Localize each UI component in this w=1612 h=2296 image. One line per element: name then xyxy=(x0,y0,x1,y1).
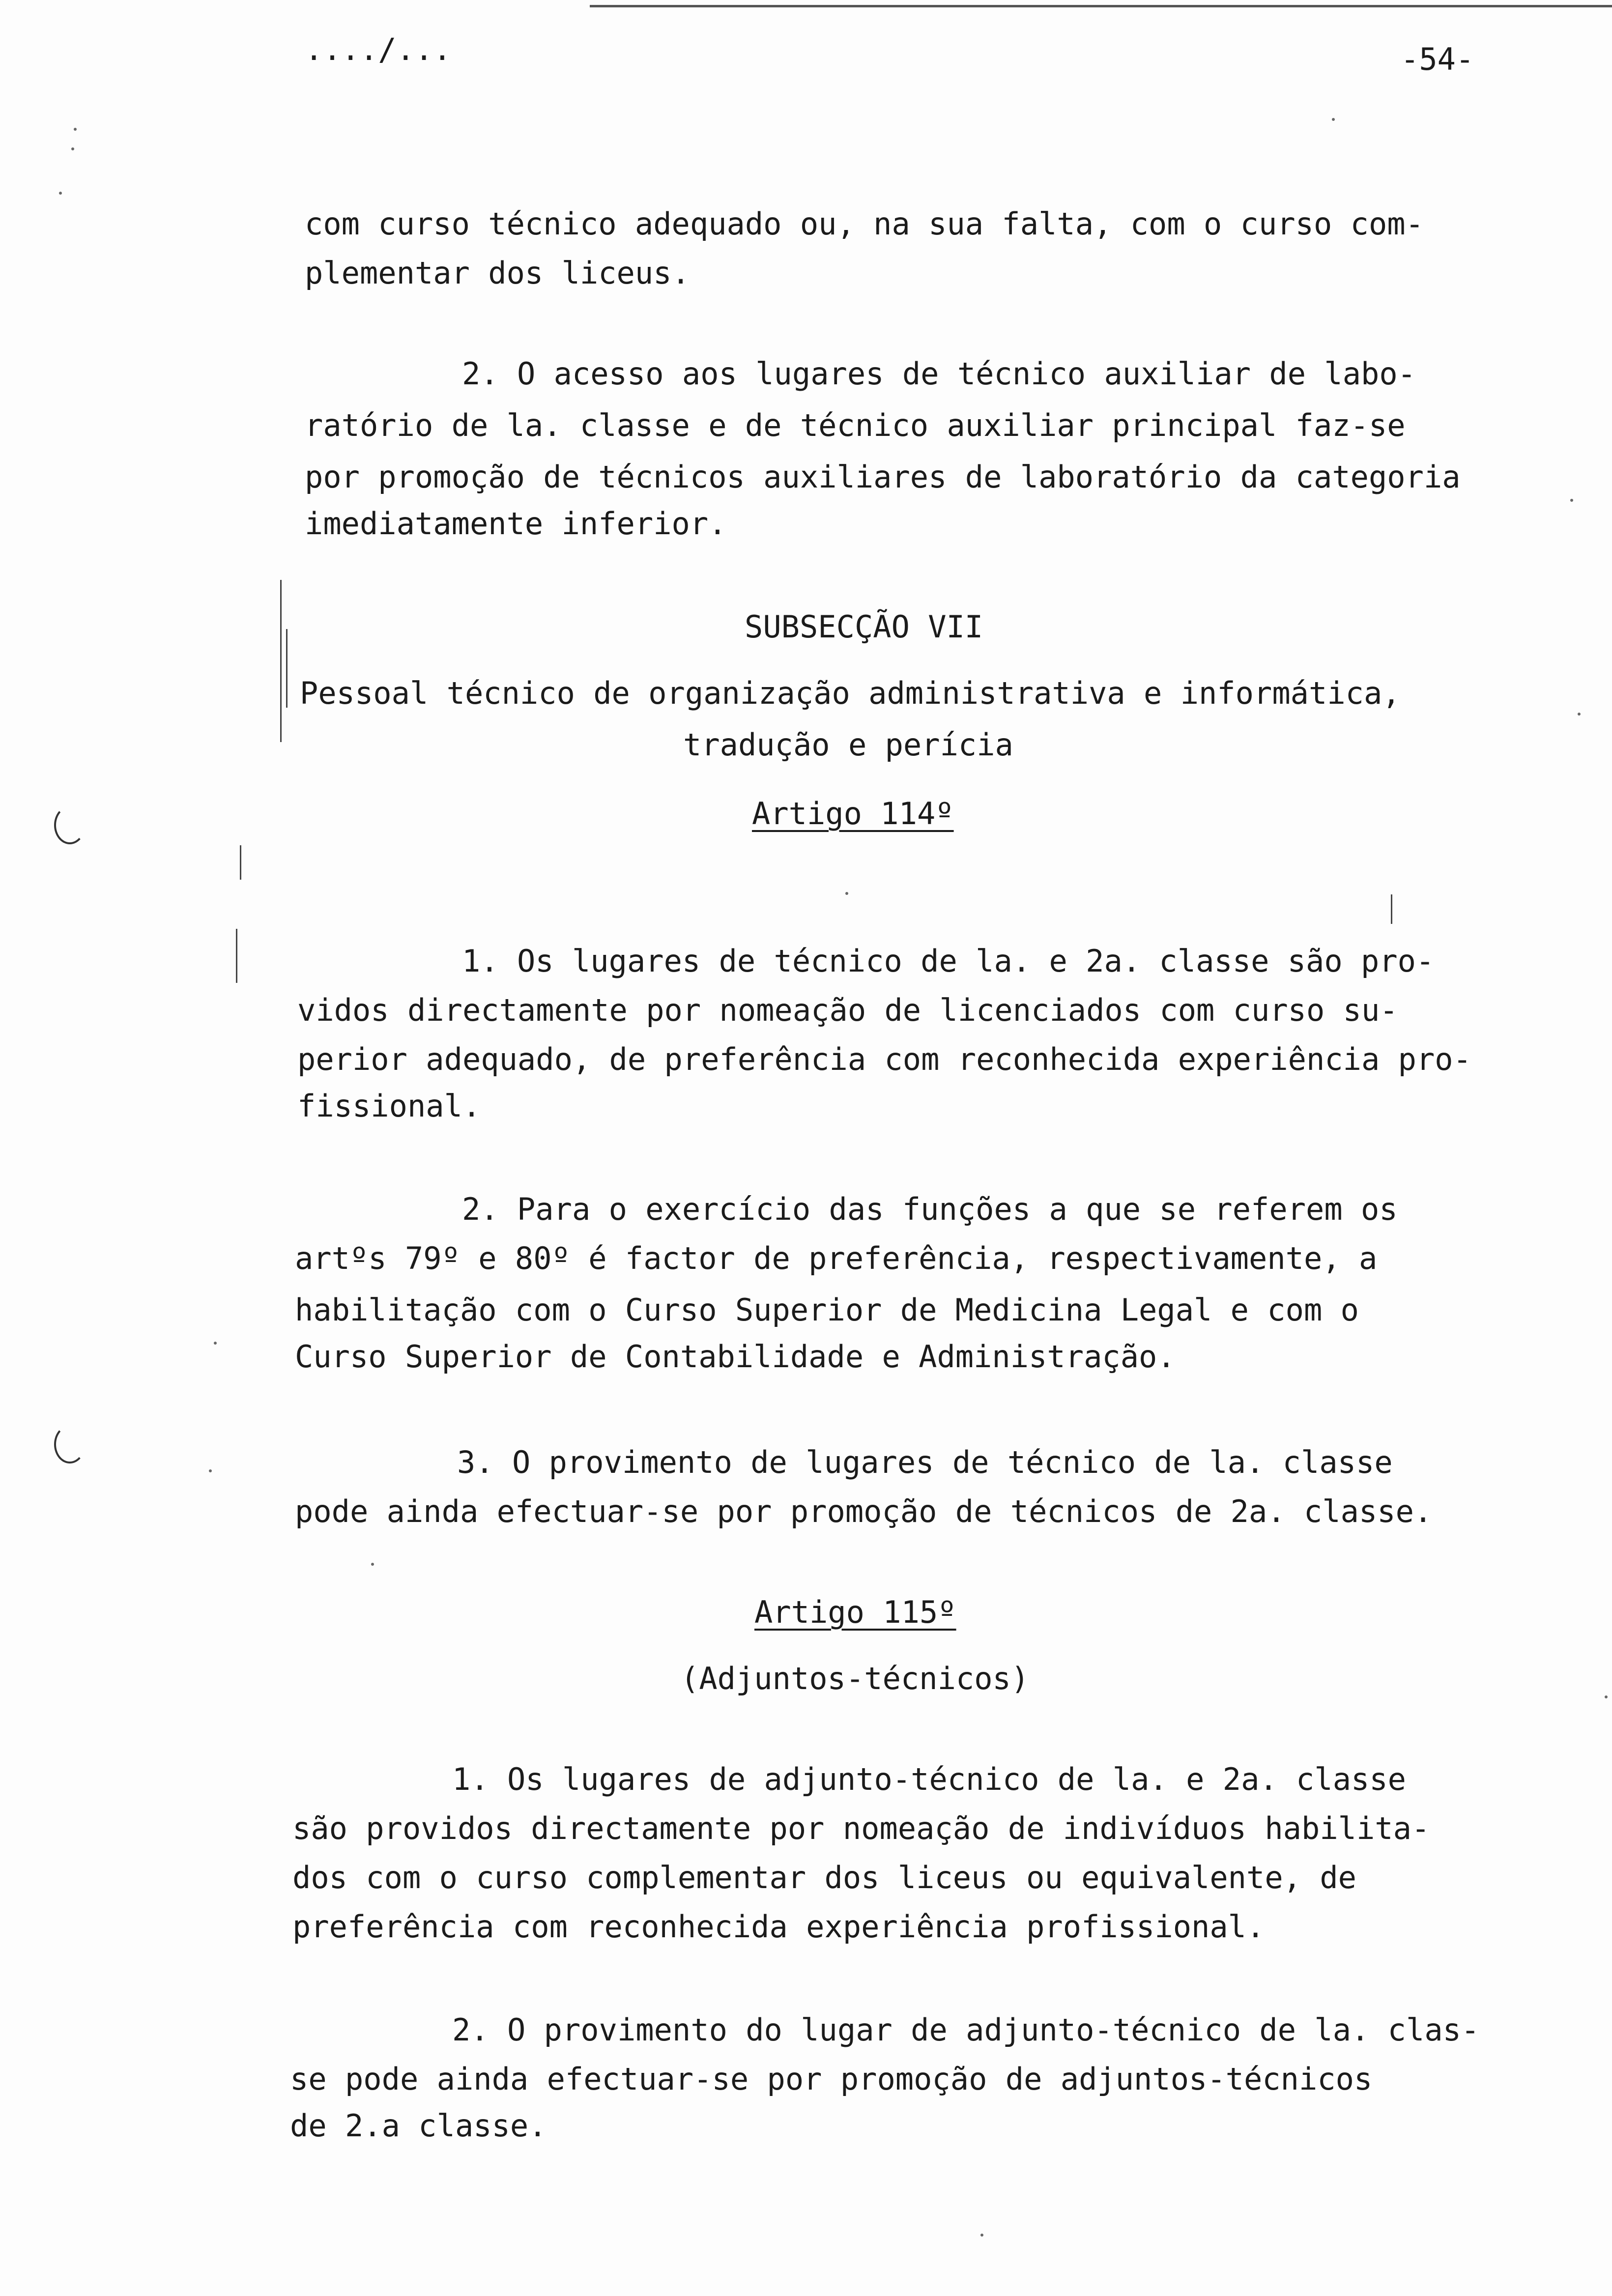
text-line: artºs 79º e 80º é factor de preferência, respectivamente, a xyxy=(295,1240,1378,1276)
text-line: 3. O provimento de lugares de técnico de la. classe xyxy=(457,1444,1393,1480)
text-line: imediatamente inferior. xyxy=(305,506,727,542)
text-line: ratório de la. classe e de técnico auxiliar principal faz-se xyxy=(305,407,1406,443)
text-line: 2. Para o exercício das funções a que se referem os xyxy=(462,1191,1398,1227)
article-heading: Artigo 114º xyxy=(752,796,954,832)
text-line: se pode ainda efectuar-se por promoção de adjuntos-técnicos xyxy=(290,2061,1373,2097)
text-line: 1. Os lugares de adjunto-técnico de la. e 2a. classe xyxy=(452,1761,1407,1797)
text-line: habilitação com o Curso Superior de Medicina Legal e com o xyxy=(295,1292,1359,1328)
binding-hole-mark xyxy=(54,1425,86,1464)
text-line: plementar dos liceus. xyxy=(305,255,690,291)
margin-bar xyxy=(1391,894,1392,924)
binding-hole-mark xyxy=(54,806,86,844)
text-line: de 2.a classe. xyxy=(290,2108,547,2144)
scan-speck xyxy=(980,2234,983,2237)
text-line: Curso Superior de Contabilidade e Administração. xyxy=(295,1339,1176,1375)
scan-speck xyxy=(1570,499,1573,502)
subsection-title: tradução e perícia xyxy=(683,727,1013,763)
article-heading: Artigo 115º xyxy=(754,1594,956,1630)
subsection-title: Pessoal técnico de organização administrativa e informática, xyxy=(300,675,1401,711)
text-line: fissional. xyxy=(297,1088,481,1124)
margin-bar xyxy=(286,629,288,708)
text-line: 1. Os lugares de técnico de la. e 2a. classe são pro- xyxy=(462,943,1435,979)
text-line: 2. O acesso aos lugares de técnico auxiliar de labo- xyxy=(462,356,1416,392)
page-number: -54- xyxy=(1401,41,1474,77)
scan-speck xyxy=(371,1563,374,1566)
text-line: preferência com reconhecida experiência profissional. xyxy=(292,1909,1265,1945)
scan-speck xyxy=(1578,713,1581,716)
text-line: pode ainda efectuar-se por promoção de técnicos de 2a. classe. xyxy=(295,1493,1433,1529)
text-line: dos com o curso complementar dos liceus ou equivalente, de xyxy=(292,1860,1356,1895)
scan-speck xyxy=(845,892,848,895)
text-line: por promoção de técnicos auxiliares de laboratório da categoria xyxy=(305,459,1461,495)
text-line: vidos directamente por nomeação de licenciados com curso su- xyxy=(297,992,1398,1028)
text-line: perior adequado, de preferência com reconhecida experiência pro- xyxy=(297,1041,1471,1077)
scan-speck xyxy=(59,192,62,195)
continuation-mark: ..../... xyxy=(305,31,452,67)
scan-speck xyxy=(1332,118,1335,121)
text-line: 2. O provimento do lugar de adjunto-técnico de la. clas- xyxy=(452,2012,1480,2048)
scan-speck xyxy=(71,147,74,150)
text-line: com curso técnico adequado ou, na sua falta, com o curso com- xyxy=(305,206,1424,242)
margin-bar xyxy=(240,845,241,880)
scan-speck xyxy=(214,1342,217,1345)
text-line: são providos directamente por nomeação de indivíduos habilita- xyxy=(292,1810,1430,1846)
scan-speck xyxy=(209,1469,212,1472)
scan-speck xyxy=(74,128,77,131)
margin-bar xyxy=(236,929,237,983)
article-subtitle: (Adjuntos-técnicos) xyxy=(681,1661,1030,1696)
scan-speck xyxy=(1605,1695,1608,1698)
margin-bar xyxy=(280,580,282,742)
top-rule xyxy=(590,5,1612,7)
subsection-heading: SUBSECÇÃO VII xyxy=(745,609,983,645)
